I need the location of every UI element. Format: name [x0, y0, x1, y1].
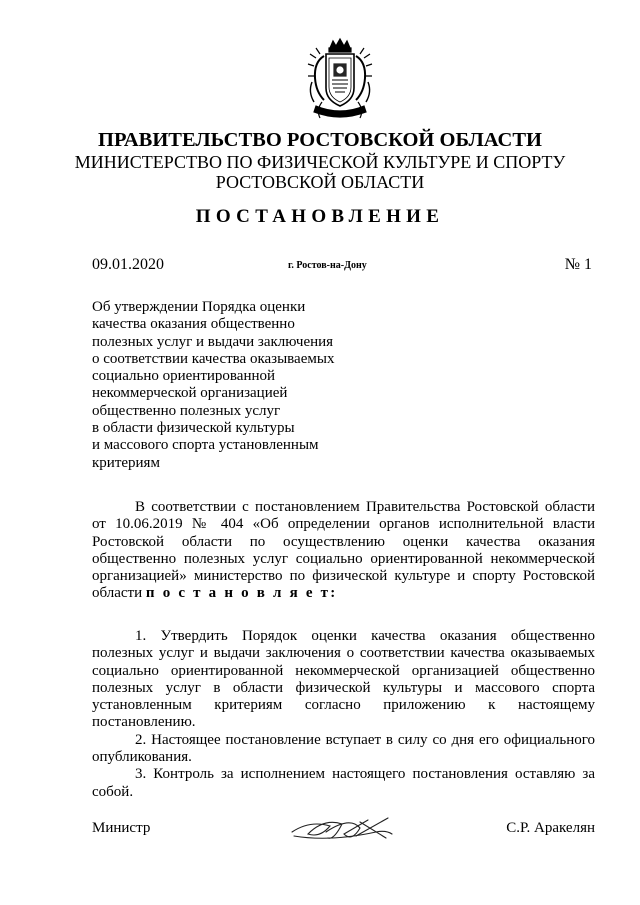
preamble-text: В соответствии с постановлением Правительства Ростовской области от 10.06.2019 № 404 «Об определении органов исполнительной власти Ростовской области по осуществлению оценки качества оказания общественно полезных услуг социально ориентированной некоммерческой организацией» министерство по физической культуре и спорту Ростовской области — [92, 499, 595, 602]
document-city: г. Ростов-на-Дону — [288, 260, 367, 271]
decree-word: п о с т а н о в л я е т: — [145, 585, 338, 602]
document-date: 09.01.2020 — [92, 256, 164, 273]
subject-line: социально ориентированной — [92, 368, 276, 385]
subject-line: Об утверждении Порядка оценки — [92, 299, 306, 315]
decree-items — [92, 628, 595, 801]
preamble — [92, 499, 595, 603]
government-title: ПРАВИТЕЛЬСТВО РОСТОВСКОЙ ОБЛАСТИ — [98, 129, 542, 151]
subject-line: полезных услуг и выдачи заключения — [92, 333, 334, 350]
subject-line: критериям — [92, 454, 160, 471]
decree-item-1: 1. Утвердить Порядок оценки качества оказания общественно полезных услуг и выдачи заключения о соответствии качества оказываемых социально ориентированной некоммерческой организацией общественно полезных услуг в области физической культуры и массового спорта установленным критериям согласно приложению к настоящему постановлению. — [92, 628, 595, 731]
signer-name: С.Р. Аракелян — [506, 820, 595, 836]
coat-of-arms-icon — [302, 36, 378, 124]
subject-line: некоммерческой организацией — [92, 385, 288, 402]
decree-item-2: 2. Настоящее постановление вступает в силу со дня его официального опубликования. — [92, 731, 595, 766]
ministry-name-line-2: РОСТОВСКОЙ ОБЛАСТИ — [215, 172, 425, 192]
subject-line: о соответствии качества оказываемых — [92, 350, 335, 367]
subject-line: и массового спорта установленным — [92, 437, 319, 454]
document-type: ПОСТАНОВЛЕНИЕ — [195, 206, 445, 227]
signer-title: Министр — [92, 820, 151, 836]
ministry-name — [0, 152, 640, 192]
subject-line: в области физической культуры — [92, 420, 295, 437]
handwritten-signature-icon — [290, 812, 394, 846]
document-meta — [92, 256, 592, 278]
subject-line: общественно полезных услуг — [92, 402, 281, 419]
signature-block — [92, 814, 595, 844]
ministry-name-line-1: МИНИСТЕРСТВО ПО ФИЗИЧЕСКОЙ КУЛЬТУРЕ И СПОРТУ — [74, 152, 566, 172]
preamble-paragraph — [92, 499, 595, 603]
decree-item-3: 3. Контроль за исполнением настоящего постановления оставляю за собой. — [92, 766, 595, 800]
document-number: № 1 — [564, 256, 592, 273]
subject-line: качества оказания общественно — [92, 316, 295, 333]
document-subject — [92, 299, 334, 472]
